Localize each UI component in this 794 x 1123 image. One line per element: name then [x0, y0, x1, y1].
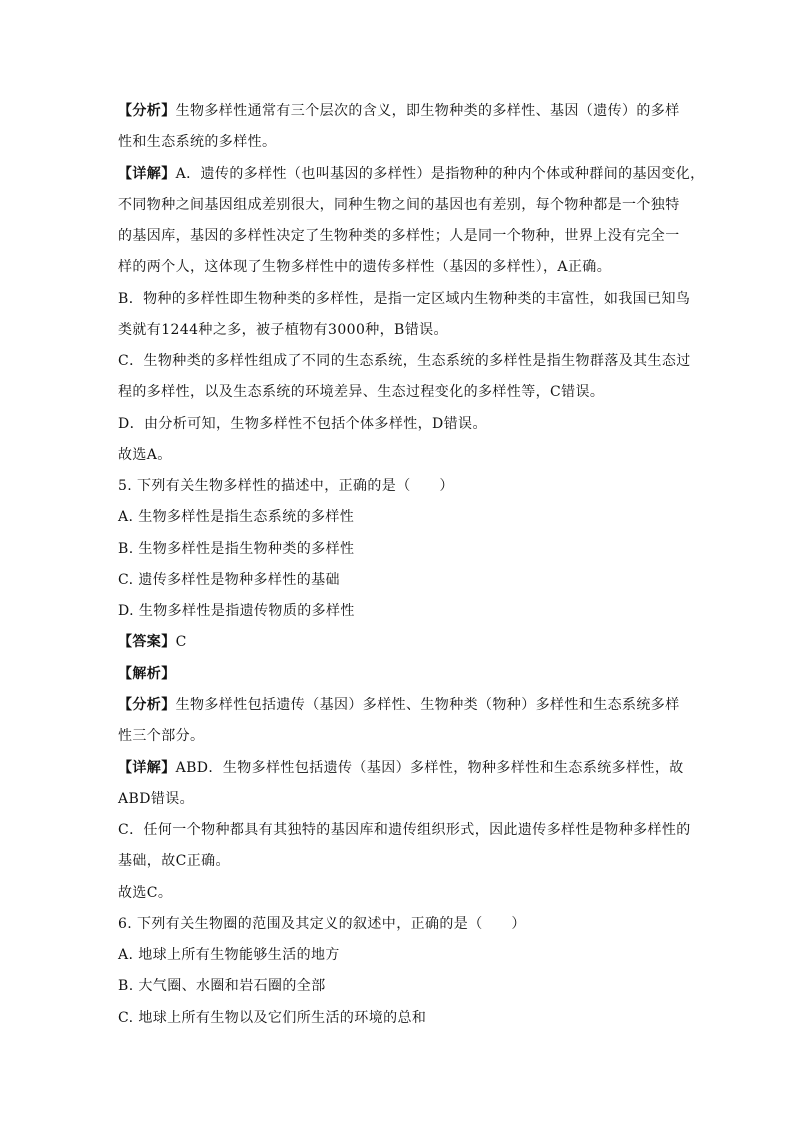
- detail-text: ABD．生物多样性包括遗传（基因）多样性，物种多样性和生态系统多样性，故: [175, 760, 684, 776]
- q5-answer: [118, 632, 187, 652]
- q6-stem: 6. 下列有关生物圈的范围及其定义的叙述中，正确的是（ ）: [118, 916, 526, 932]
- q4-detail-line-3: 的基因库，基因的多样性决定了生物种类的多样性；人是同一个物种，世界上没有完全一: [118, 228, 680, 244]
- answer-tag: 【答案】: [118, 634, 176, 650]
- q5-option-b: B. 生物多样性是指生物种类的多样性: [118, 541, 355, 557]
- q4-option-c-line-2: 程的多样性，以及生态系统的环境差异、生态过程变化的多样性等，C错误。: [118, 384, 605, 400]
- q5-option-a: A. 生物多样性是指生态系统的多样性: [118, 509, 355, 525]
- q4-option-b-line-1: B．物种的多样性即生物种类的多样性，是指一定区域内生物种类的丰富性，如我国已知鸟: [118, 291, 691, 307]
- q5-analysis-line-1: [118, 695, 680, 715]
- q5-explain-tag: 【解析】: [118, 666, 176, 682]
- q6-option-c: C. 地球上所有生物以及它们所生活的环境的总和: [118, 1010, 427, 1026]
- q5-option-d: D. 生物多样性是指遗传物质的多样性: [118, 603, 355, 619]
- detail-tag: 【详解】: [118, 166, 176, 182]
- q4-analysis-line-1: [118, 101, 680, 121]
- q5-option-c: C. 遗传多样性是物种多样性的基础: [118, 572, 340, 588]
- q4-detail-line-2: 不同物种之间基因组成差别很大，同种生物之间的基因也有差别，每个物种都是一个独特: [118, 197, 680, 213]
- detail-text: A．遗传的多样性（也叫基因的多样性）是指物种的种内个体或种群间的基因变化，: [175, 166, 705, 182]
- q5-analysis-line-2: 性三个部分。: [118, 728, 205, 744]
- q4-detail-line-4: 样的两个人，这体现了生物多样性中的遗传多样性（基因的多样性），A正确。: [118, 259, 612, 275]
- q4-option-b-line-2: 类就有1244种之多，被子植物有3000种，B错误。: [118, 322, 448, 338]
- analysis-text: 生物多样性通常有三个层次的含义，即生物种类的多样性、基因（遗传）的多样: [175, 103, 680, 119]
- q6-option-a: A. 地球上所有生物能够生活的地方: [118, 947, 340, 963]
- q4-option-c-line-1: C．生物种类的多样性组成了不同的生态系统，生态系统的多样性是指生物群落及其生态过: [118, 353, 691, 369]
- q4-option-d-line: D．由分析可知，生物多样性不包括个体多样性，D错误。: [118, 416, 487, 432]
- q4-choice: 故选A。: [118, 447, 172, 463]
- q5-detail-line-1: [118, 758, 684, 778]
- q4-detail-line-1: [118, 164, 705, 184]
- q5-choice: 故选C。: [118, 885, 173, 901]
- answer-value: C: [175, 634, 187, 650]
- q4-analysis-line-2: 性和生态系统的多样性。: [118, 134, 277, 150]
- detail-tag: 【详解】: [118, 760, 176, 776]
- analysis-tag: 【分析】: [118, 697, 176, 713]
- q5-option-c-line-2: 基础，故C正确。: [118, 853, 230, 869]
- q5-stem: 5. 下列有关生物多样性的描述中，正确的是（ ）: [118, 478, 454, 494]
- q5-detail-line-2: ABD错误。: [118, 791, 195, 807]
- q6-option-b: B. 大气圈、水圈和岩石圈的全部: [118, 978, 326, 994]
- analysis-tag: 【分析】: [118, 103, 176, 119]
- q5-option-c-line-1: C．任何一个物种都具有其独特的基因库和遗传组织形式，因此遗传多样性是物种多样性的: [118, 822, 691, 838]
- analysis-text: 生物多样性包括遗传（基因）多样性、生物种类（物种）多样性和生态系统多样: [175, 697, 680, 713]
